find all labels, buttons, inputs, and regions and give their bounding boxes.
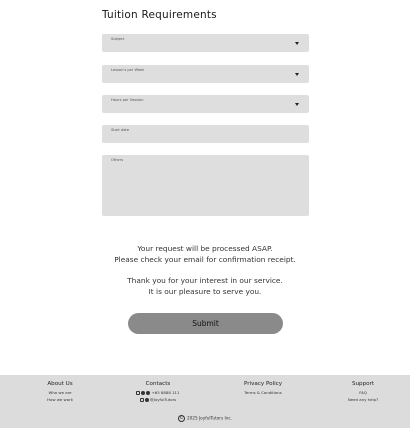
chevron-down-icon: [295, 103, 299, 106]
contact-social-row: [128, 396, 188, 403]
start-date-field[interactable]: [102, 125, 309, 143]
footer-link-how-we-work[interactable]: How we work: [47, 397, 73, 402]
footer-heading-about: About Us: [47, 381, 73, 387]
copyright-text: 2025 JoyfulTutors Inc.: [186, 415, 233, 421]
chevron-down-icon: [295, 73, 299, 76]
phone-icon[interactable]: [146, 391, 150, 395]
footer-link-who-we-are[interactable]: Who we are: [48, 390, 72, 395]
footer-heading-support: Support: [351, 381, 375, 387]
instagram-icon[interactable]: [140, 398, 144, 402]
others-label: Others: [111, 158, 124, 162]
whatsapp-icon[interactable]: [141, 391, 145, 395]
footer-link-faq[interactable]: FAQ: [359, 390, 367, 395]
subject-label: Subject: [111, 37, 125, 41]
copyright: [0, 415, 410, 422]
footer-heading-privacy[interactable]: Privacy Policy: [243, 381, 283, 387]
chevron-down-icon: [295, 42, 299, 45]
contact-social-handle[interactable]: @JoyfulTutors: [149, 397, 177, 402]
footer-heading-contacts: Contacts: [145, 381, 171, 387]
email-icon[interactable]: [136, 391, 140, 395]
page-title: Tuition Requirements: [102, 9, 217, 21]
processing-message: [0, 244, 410, 265]
site-footer: [0, 375, 410, 428]
lessons-per-week-select[interactable]: [102, 65, 309, 83]
footer-about: [40, 381, 80, 403]
hours-per-session-label: Hours per Session: [111, 98, 144, 102]
thank-you-message: [0, 276, 410, 297]
others-textarea[interactable]: [102, 155, 309, 216]
footer-link-help[interactable]: Need any help?: [347, 397, 379, 402]
contact-phone-row: [128, 389, 188, 396]
message-line: Please check your email for confirmation receipt.: [114, 254, 296, 264]
lessons-per-week-label: Lesson's per Week: [111, 68, 145, 72]
copyright-icon: ©: [179, 416, 184, 421]
message-line: Thank you for your interest in our service.: [127, 276, 283, 285]
hours-per-session-select[interactable]: [102, 95, 309, 113]
contact-phone[interactable]: +65 8888 111: [151, 390, 180, 395]
subject-select[interactable]: [102, 34, 309, 52]
message-line: Your request will be processed ASAP.: [137, 244, 273, 253]
footer-privacy: [233, 381, 293, 396]
submit-button[interactable]: Submit: [128, 313, 283, 334]
message-line: It is our pleasure to serve you.: [148, 286, 262, 296]
start-date-label: Start date: [111, 128, 130, 132]
footer-contacts: [128, 381, 188, 403]
footer-support: [338, 381, 388, 403]
footer-link-terms[interactable]: Terms & Conditions: [244, 390, 282, 395]
facebook-icon[interactable]: [145, 398, 149, 402]
